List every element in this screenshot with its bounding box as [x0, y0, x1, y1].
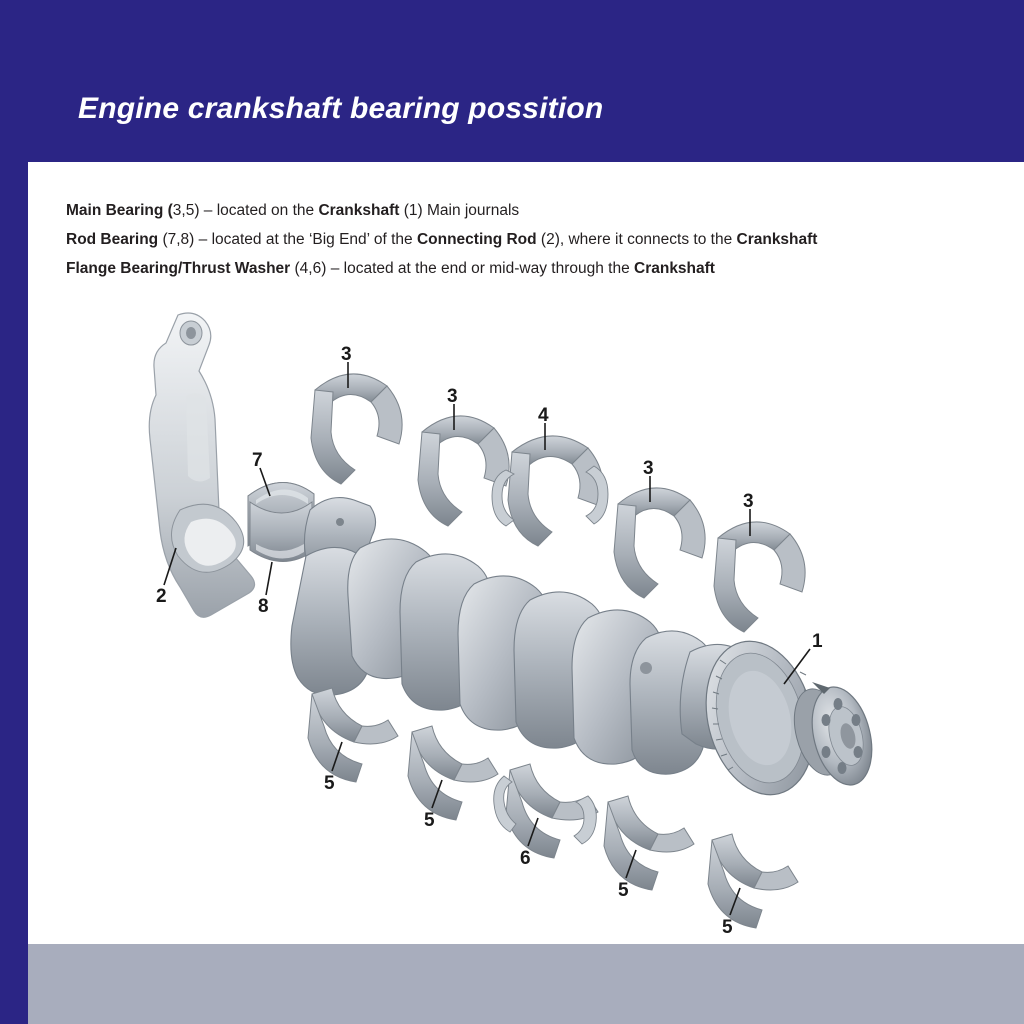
flange-bearing-shell-6: [494, 764, 598, 858]
main-bearing-shell-lower-2: [408, 726, 498, 820]
main-bearing-shell-lower-3: [604, 796, 694, 890]
main-bearing-shell-upper-4: [714, 522, 805, 632]
footer-band-accent: [0, 944, 28, 1024]
callout-label-2: 2: [156, 586, 167, 607]
page-title: Engine crankshaft bearing possition: [78, 92, 604, 125]
callout-label-5b: 5: [424, 810, 435, 831]
callout-label-3d: 3: [743, 491, 754, 512]
callout-label-3c: 3: [643, 458, 654, 479]
crankshaft-exploded-diagram: [60, 300, 960, 940]
callout-label-3a: 3: [341, 344, 352, 365]
main-bearing-shell-upper-1: [311, 374, 402, 484]
callout-label-4: 4: [538, 405, 549, 426]
callout-label-1: 1: [812, 631, 823, 652]
callout-label-6: 6: [520, 848, 531, 869]
description-block: [66, 196, 1006, 283]
main-bearing-shell-lower-1: [308, 688, 398, 782]
description-line-rod-bearing: Rod Bearing (7,8) – located at the ‘Big End’ of the Connecting Rod (2), where it connects to the Crankshaft: [66, 231, 818, 248]
description-line-flange-bearing: Flange Bearing/Thrust Washer (4,6) – located at the end or mid-way through the Crankshaft: [66, 260, 715, 277]
header-banner: [28, 0, 1024, 162]
connecting-rod-part: [149, 313, 254, 617]
callout-label-7: 7: [252, 450, 263, 471]
left-accent-band: [0, 0, 28, 1024]
callout-label-5d: 5: [722, 917, 733, 938]
callout-label-5a: 5: [324, 773, 335, 794]
main-bearing-shell-upper-3: [614, 488, 705, 598]
description-line-main-bearing: Main Bearing (3,5) – located on the Crankshaft (1) Main journals: [66, 202, 520, 219]
callout-label-8: 8: [258, 596, 269, 617]
main-bearing-shell-lower-4: [708, 834, 798, 928]
flange-bearing-shell-4: [492, 436, 608, 546]
callout-label-3b: 3: [447, 386, 458, 407]
footer-band: [0, 944, 1024, 1024]
callout-label-5c: 5: [618, 880, 629, 901]
